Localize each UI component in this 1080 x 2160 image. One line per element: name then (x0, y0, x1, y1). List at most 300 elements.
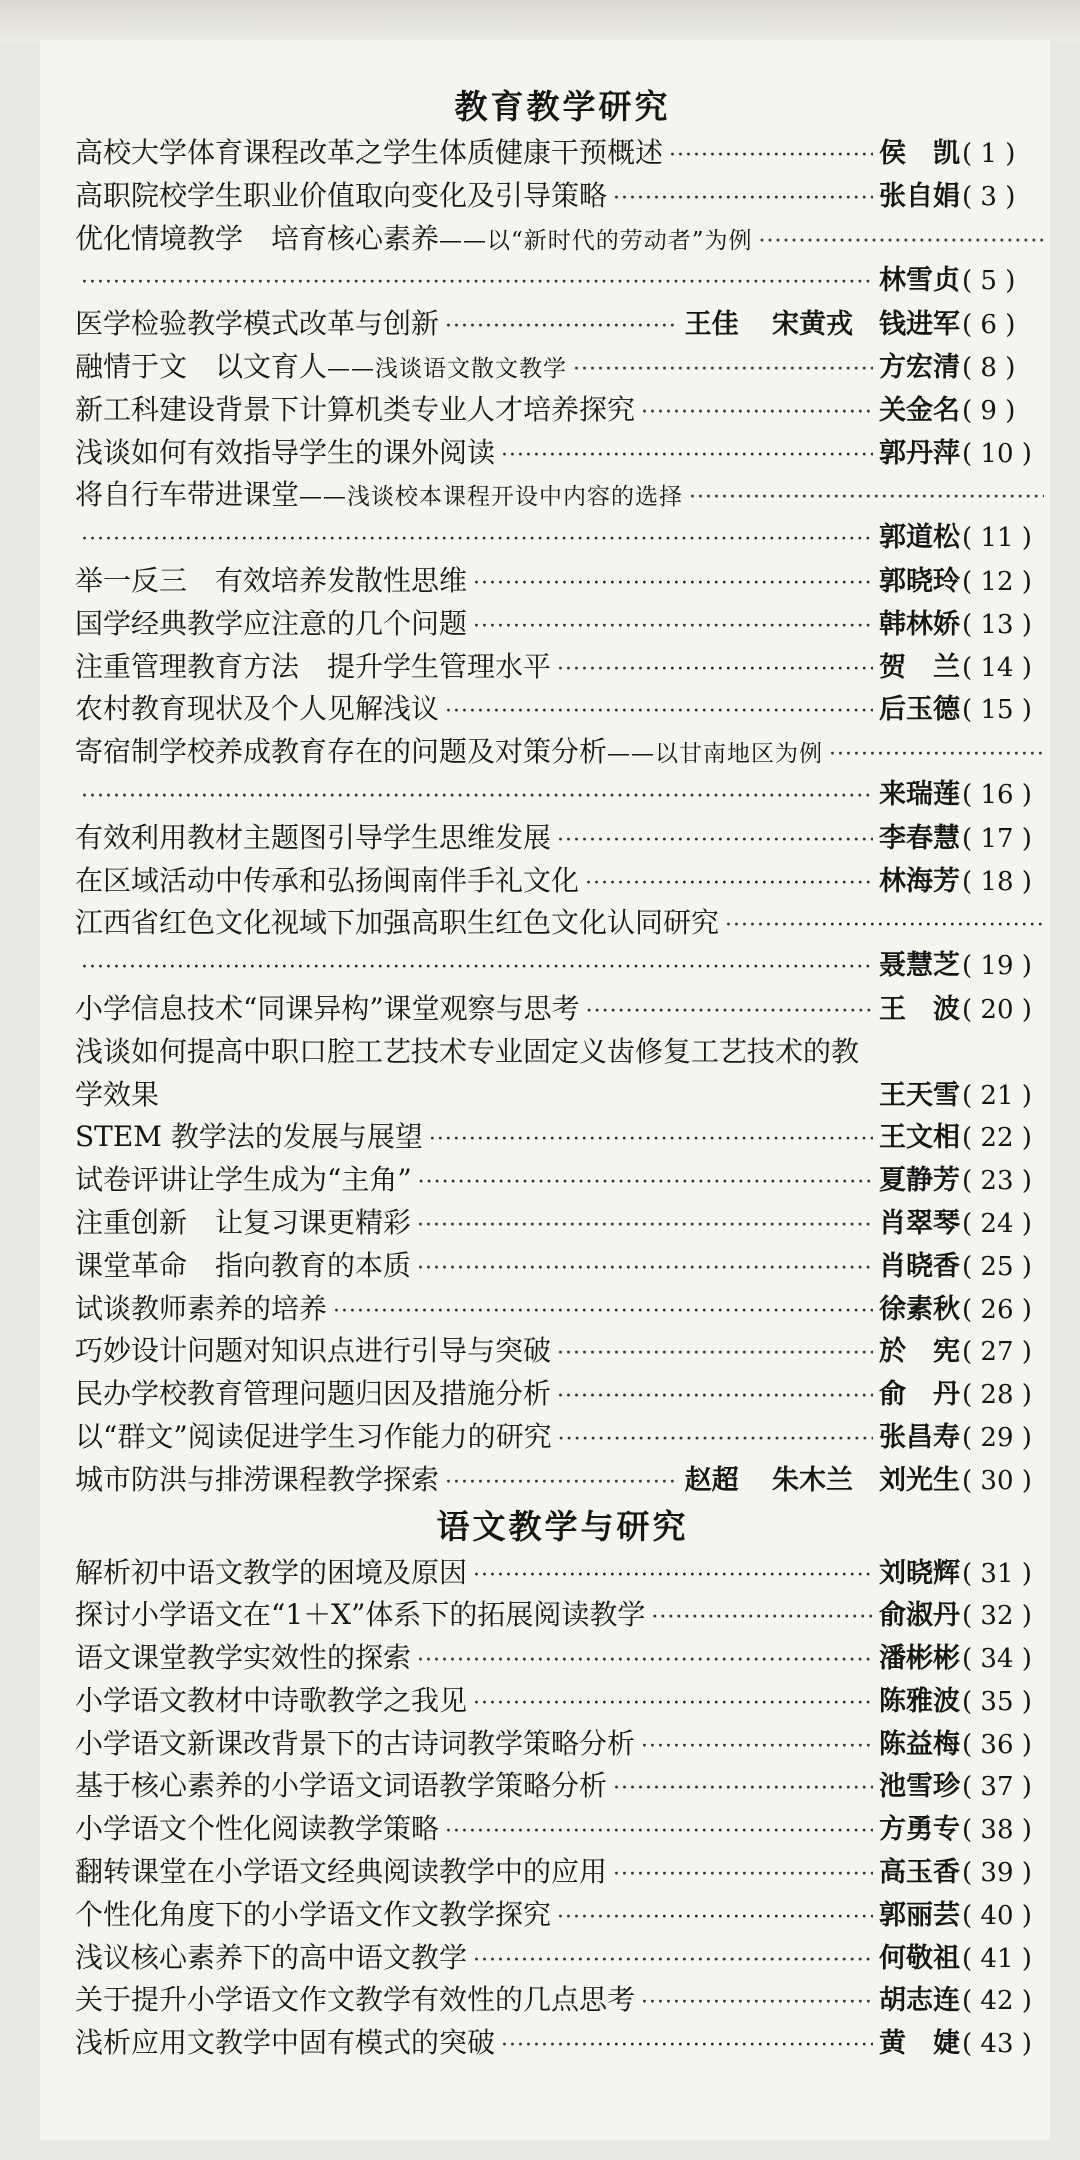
entry-page-number: ( 5 ) (962, 266, 1016, 297)
entry-title-text: 课堂革命 指向教育的本质 (75, 1248, 412, 1282)
leader-dots (445, 306, 679, 346)
entry-title (75, 731, 823, 774)
leader-dots (473, 563, 873, 603)
leader-dots (473, 606, 873, 646)
toc-entry[interactable] (75, 902, 1050, 988)
leader-dots (501, 2025, 873, 2065)
entry-title (75, 1373, 551, 1416)
toc-entry[interactable] (75, 175, 1050, 218)
toc-page (40, 40, 1050, 2140)
entry-title (75, 560, 467, 603)
entry-author: 於 宪 (879, 1336, 960, 1368)
entry-page-number: ( 11 ) (962, 523, 1032, 554)
section-title: 教育教学研究 (454, 87, 671, 126)
page-number-value: 26 (980, 1294, 1014, 1325)
entry-title-text: 浅谈如何有效指导学生的课外阅读 (75, 435, 496, 469)
entry-page-number: ( 23 ) (962, 1166, 1032, 1197)
entry-title (75, 688, 439, 731)
entry-page-number: ( 40 ) (962, 1900, 1032, 1931)
entry-title (75, 1116, 423, 1159)
toc-entry[interactable] (75, 1245, 1050, 1288)
entry-author: 侯 凯 (879, 138, 960, 169)
entry-line (75, 688, 1050, 731)
toc-entry[interactable] (75, 1159, 1050, 1202)
entry-title-text: 基于核心素养的小学语文词语教学策略分析 (75, 1769, 608, 1803)
entry-title-text: 探讨小学语文在“1＋X”体系下的拓展阅读教学 (75, 1598, 646, 1632)
entry-line (75, 1979, 1050, 2022)
toc-entry[interactable] (75, 1552, 1050, 1595)
entry-line (75, 1937, 1050, 1980)
toc-entry[interactable] (75, 1680, 1050, 1723)
page-number-value: 42 (980, 1986, 1014, 2017)
entry-title (75, 988, 580, 1031)
entry-title (75, 474, 683, 517)
entry-title-text: 国学经典教学应注意的几个问题 (75, 606, 468, 640)
page-number-value: 19 (980, 951, 1014, 982)
entry-line (75, 474, 1050, 517)
entry-line (75, 389, 1050, 432)
entry-title-text: 小学信息技术“同课异构”课堂观察与思考 (75, 991, 580, 1025)
toc-entry[interactable] (75, 1894, 1050, 1937)
entry-line (75, 1416, 1050, 1459)
entry-page-number: ( 42 ) (962, 1986, 1032, 2017)
entry-page-number: ( 43 ) (962, 2029, 1032, 2060)
entry-author: 黄 婕 (879, 2028, 960, 2060)
page-number-value: 38 (980, 1815, 1014, 1846)
entry-page-number: ( 34 ) (962, 1644, 1032, 1675)
page-number-value: 8 (980, 352, 997, 383)
entry-title (75, 902, 719, 945)
toc-entry[interactable] (75, 688, 1050, 731)
entry-title-text: 小学语文教材中诗歌教学之我见 (75, 1683, 468, 1717)
entry-title (75, 1680, 467, 1723)
entry-line (75, 1637, 1050, 1680)
entry-title (75, 1416, 552, 1459)
entry-line (75, 1552, 1050, 1595)
toc-entry[interactable] (75, 303, 1050, 346)
entry-title (75, 1723, 635, 1766)
leader-dots (759, 221, 1044, 261)
entry-page-number: ( 39 ) (962, 1858, 1032, 1889)
leader-dots (613, 1768, 873, 1808)
toc-entry[interactable] (75, 1459, 1050, 1502)
leader-dots (81, 947, 873, 988)
entry-page-number: ( 13 ) (962, 609, 1032, 640)
entry-title-text: 农村教育现状及个人见解浅议 (75, 692, 440, 726)
toc-entry[interactable] (75, 2022, 1050, 2065)
entry-page-number: ( 15 ) (962, 695, 1032, 726)
entry-title (75, 1245, 411, 1288)
entry-page-number: ( 1 ) (962, 139, 1016, 169)
toc-entry[interactable] (75, 1116, 1050, 1159)
entry-title (75, 1459, 439, 1502)
page-number-value: 32 (980, 1601, 1014, 1632)
entry-page-number: ( 24 ) (962, 1208, 1032, 1239)
entry-page-number: ( 21 ) (962, 1080, 1032, 1111)
entry-title-text: 小学语文新课改背景下的古诗词教学策略分析 (75, 1726, 636, 1760)
page-number-value: 40 (980, 1900, 1014, 1931)
entry-page-number: ( 3 ) (962, 181, 1016, 212)
entry-line (75, 1459, 1050, 1502)
toc-entry[interactable] (75, 1416, 1050, 1459)
entry-author: 郭丹萍 (879, 437, 960, 469)
entry-coauthors: 赵超 朱木兰 (684, 1464, 853, 1496)
toc-entry[interactable] (75, 346, 1050, 389)
entry-title (75, 303, 439, 346)
entry-title (75, 817, 551, 860)
entry-line (75, 560, 1050, 603)
leader-dots (473, 1683, 873, 1723)
toc-entry[interactable] (75, 1594, 1050, 1637)
entry-page-number: ( 10 ) (962, 438, 1032, 469)
entry-line (75, 1116, 1050, 1159)
entry-title (75, 1937, 467, 1980)
entry-author: 徐素秋 (879, 1293, 960, 1325)
page-number-value: 18 (980, 866, 1014, 897)
entry-line (75, 1594, 1050, 1637)
page-number-value: 5 (980, 266, 997, 297)
page-number-value: 28 (980, 1380, 1014, 1411)
leader-dots (689, 477, 1044, 517)
entry-author: 来瑞莲 (879, 778, 960, 810)
entry-page-number: ( 29 ) (962, 1422, 1032, 1453)
entry-author: 李春慧 (879, 822, 960, 854)
leader-dots (445, 1811, 873, 1851)
entry-author: 何敬祖 (879, 1942, 960, 1974)
leader-dots (557, 1333, 873, 1373)
toc-entry[interactable] (75, 1637, 1050, 1680)
entry-title-text: 小学语文个性化阅读教学策略 (75, 1812, 440, 1846)
entry-page-number: ( 41 ) (962, 1943, 1032, 1974)
leader-dots (557, 649, 873, 689)
entry-title (75, 860, 579, 903)
entry-author: 林雪贞 (879, 265, 960, 297)
entry-title (75, 175, 607, 218)
entry-author: 韩林娇 (879, 608, 960, 640)
entry-line (75, 1680, 1050, 1723)
entry-line (75, 1373, 1050, 1416)
page-number-value: 20 (980, 994, 1014, 1025)
page-number-value: 35 (980, 1686, 1014, 1717)
entry-line (75, 1894, 1050, 1937)
entry-title (75, 432, 495, 475)
entry-author: 方勇专 (879, 1814, 960, 1846)
entry-title (75, 2022, 495, 2065)
leader-dots (725, 905, 1044, 945)
entry-author: 夏静芳 (879, 1165, 960, 1197)
entry-title-text: 注重管理教育方法 提升学生管理水平 (75, 649, 552, 683)
entry-page-number: ( 17 ) (962, 823, 1032, 854)
toc-entry[interactable] (75, 1288, 1050, 1331)
toc-entry[interactable] (75, 1330, 1050, 1373)
toc-entry[interactable] (75, 1202, 1050, 1245)
toc-entry[interactable] (75, 1723, 1050, 1766)
page-number-value: 24 (980, 1208, 1014, 1239)
entry-title-text: 高校大学体育课程改革之学生体质健康干预概述 (75, 136, 664, 169)
entry-line (75, 1765, 1050, 1808)
entry-title (75, 1808, 439, 1851)
page-number-value: 22 (980, 1123, 1014, 1154)
page-number-value: 25 (980, 1251, 1014, 1282)
toc-entry[interactable] (75, 218, 1050, 304)
entry-title (75, 1031, 859, 1074)
page-number-value: 41 (980, 1943, 1014, 1974)
toc-entry[interactable] (75, 432, 1050, 475)
entry-title-text: 优化情境教学 培育核心素养 (75, 221, 440, 255)
entry-title (75, 389, 635, 432)
page-number-value: 1 (980, 139, 997, 169)
entry-page-number: ( 27 ) (962, 1337, 1032, 1368)
toc-entry[interactable] (75, 1031, 1050, 1117)
entry-coauthors: 王佳 宋黄戎 (684, 309, 853, 341)
leader-dots (445, 691, 873, 731)
leader-dots (473, 1555, 873, 1595)
entry-author: 陈雅波 (879, 1685, 960, 1717)
entry-author: 张自娟 (879, 180, 960, 212)
page-number-value: 30 (980, 1465, 1014, 1496)
toc-entry[interactable] (75, 817, 1050, 860)
page-number-value: 13 (980, 609, 1014, 640)
toc-entry[interactable] (75, 560, 1050, 603)
entry-title (75, 1552, 467, 1595)
entry-author: 俞淑丹 (879, 1600, 960, 1632)
entry-title-text: 有效利用教材主题图引导学生思维发展 (75, 820, 552, 854)
entry-author: 郭丽芸 (879, 1899, 960, 1931)
entry-title-text: 解析初中语文教学的困境及原因 (75, 1555, 468, 1589)
entry-line (75, 1245, 1050, 1288)
page-number-value: 9 (980, 395, 997, 426)
entry-title-text: 试卷评讲让学生成为“主角” (75, 1163, 412, 1197)
entry-title (75, 603, 467, 646)
entry-title (75, 1159, 412, 1202)
leader-dots (81, 262, 873, 303)
leader-dots (641, 392, 873, 432)
leader-dots (669, 135, 873, 175)
entry-title-text: 关于提升小学语文作文教学有效性的几点思考 (75, 1983, 636, 2017)
entry-line (75, 218, 1050, 261)
entry-line (75, 603, 1050, 646)
page-number-value: 3 (980, 181, 997, 212)
toc-entry[interactable] (75, 603, 1050, 646)
page-number-value: 16 (980, 779, 1014, 810)
entry-page-number: ( 28 ) (962, 1380, 1032, 1411)
leader-dots (573, 349, 873, 389)
entry-page-number: ( 37 ) (962, 1772, 1032, 1803)
leader-dots (418, 1162, 873, 1202)
entry-page-number: ( 22 ) (962, 1123, 1032, 1154)
entry-line (75, 1851, 1050, 1894)
entry-title-text: 语文课堂教学实效性的探索 (75, 1641, 412, 1675)
entry-line (75, 1808, 1050, 1851)
entry-author: 关金名 (879, 394, 960, 426)
entry-subtitle: ——浅谈语文散文教学 (327, 355, 568, 382)
toc-entry[interactable] (75, 646, 1050, 689)
entry-line (75, 260, 1050, 303)
entry-title-text: 寄宿制学校养成教育存在的问题及对策分析 (75, 735, 608, 769)
entry-author: 胡志连 (879, 1985, 960, 2017)
toc-entry[interactable] (75, 1937, 1050, 1980)
leader-dots (557, 1897, 873, 1937)
entry-page-number: ( 14 ) (962, 652, 1032, 683)
entry-line (75, 432, 1050, 475)
section-title: 语文教学与研究 (436, 1506, 689, 1546)
entry-author: 方宏清 (879, 351, 960, 383)
page-number-value: 12 (980, 566, 1014, 597)
toc-entry[interactable] (75, 1979, 1050, 2022)
entry-title-text: STEM 教学法的发展与展望 (75, 1120, 423, 1154)
toc-entry[interactable] (75, 1808, 1050, 1851)
entry-title-text: 浅谈如何提高中职口腔工艺技术专业固定义齿修复工艺技术的教 (75, 1034, 860, 1068)
leader-dots (829, 734, 1044, 774)
page-number-value: 27 (980, 1337, 1014, 1368)
entry-line (75, 860, 1050, 903)
entry-author: 聂慧芝 (879, 950, 960, 982)
page-number-value: 11 (980, 523, 1014, 554)
entry-line (75, 774, 1050, 817)
entry-page-number: ( 9 ) (962, 395, 1016, 426)
page-number-value: 34 (980, 1644, 1014, 1675)
page-number-value: 15 (980, 695, 1014, 726)
entry-author: 郭晓玲 (879, 565, 960, 597)
entry-author: 肖晓香 (879, 1250, 960, 1282)
toc-entry[interactable] (75, 474, 1050, 560)
entry-page-number: ( 30 ) (962, 1465, 1032, 1496)
toc-entry[interactable] (75, 860, 1050, 903)
entry-title (75, 646, 551, 689)
entry-page-number: ( 12 ) (962, 566, 1032, 597)
leader-dots (81, 776, 873, 817)
entry-author: 池雪珍 (879, 1771, 960, 1803)
entry-page-number: ( 18 ) (962, 866, 1032, 897)
table-of-contents (40, 40, 1050, 2065)
page-number-value: 43 (980, 2029, 1014, 2060)
entry-title-text: 新工科建设背景下计算机类专业人才培养探究 (75, 392, 636, 426)
entry-line (75, 303, 1050, 346)
entry-line (75, 517, 1050, 560)
entry-title-text: 巧妙设计问题对知识点进行引导与突破 (75, 1334, 552, 1368)
page-number-value: 39 (980, 1858, 1014, 1889)
leader-dots (557, 1376, 873, 1416)
entry-title-text: 医学检验教学模式改革与创新 (75, 307, 440, 341)
entry-title (75, 1202, 411, 1245)
page-number-value: 21 (980, 1080, 1014, 1111)
toc-entry[interactable] (75, 731, 1050, 817)
page-number-value: 36 (980, 1729, 1014, 1760)
leader-dots (473, 1940, 873, 1980)
entry-title (75, 1979, 635, 2022)
entry-line (75, 817, 1050, 860)
entry-title-text: 个性化角度下的小学语文作文教学探究 (75, 1897, 552, 1931)
leader-dots (651, 1597, 873, 1637)
toc-entry[interactable] (75, 132, 1050, 175)
toc-entry[interactable] (75, 1851, 1050, 1894)
entry-line (75, 346, 1050, 389)
entry-line (75, 945, 1050, 988)
entry-line (75, 646, 1050, 689)
entry-line (75, 1288, 1050, 1331)
entry-line (75, 2022, 1050, 2065)
entry-title-text: 民办学校教育管理问题归因及措施分析 (75, 1377, 552, 1411)
entry-line (75, 132, 1050, 175)
entry-page-number: ( 8 ) (962, 352, 1016, 383)
entry-page-number: ( 19 ) (962, 951, 1032, 982)
entry-line (75, 902, 1050, 945)
entry-title (75, 1765, 607, 1808)
entry-title-text: 城市防洪与排涝课程教学探索 (75, 1462, 440, 1496)
page-number-value: 31 (980, 1558, 1014, 1589)
page-number-value: 37 (980, 1772, 1014, 1803)
entry-author: 郭道松 (879, 522, 960, 554)
leader-dots (641, 1982, 873, 2022)
entry-author: 王 波 (879, 993, 960, 1025)
entry-author: 肖翠琴 (879, 1207, 960, 1239)
entry-author: 后玉德 (879, 694, 960, 726)
entry-author: 林海芳 (879, 865, 960, 897)
leader-dots (445, 1462, 679, 1502)
entry-author: 高玉香 (879, 1857, 960, 1889)
entry-line (75, 1202, 1050, 1245)
entry-title-continued: 学效果 (75, 1077, 160, 1111)
entry-page-number: ( 36 ) (962, 1729, 1032, 1760)
leader-dots (501, 435, 873, 475)
entry-title (75, 1594, 645, 1637)
entry-author: 俞 丹 (879, 1379, 960, 1411)
entry-subtitle: ——以“新时代的劳动者”为例 (439, 227, 753, 254)
toc-entry[interactable] (75, 988, 1050, 1031)
page-number-value: 6 (980, 310, 997, 341)
entry-author: 钱进军 (879, 309, 960, 341)
entry-line (75, 988, 1050, 1031)
entry-page-number: ( 20 ) (962, 994, 1032, 1025)
leader-dots (417, 1640, 873, 1680)
entry-page-number: ( 6 ) (962, 310, 1016, 341)
entry-title-text: 以“群文”阅读促进学生习作能力的研究 (75, 1419, 552, 1453)
leader-dots (558, 1419, 873, 1459)
entry-title (75, 1637, 411, 1680)
entry-line (75, 1723, 1050, 1766)
entry-subtitle: ——浅谈校本课程开设中内容的选择 (299, 484, 684, 511)
entry-title (75, 346, 567, 389)
leader-dots (585, 863, 873, 903)
entry-line (75, 731, 1050, 774)
entry-page-number: ( 38 ) (962, 1815, 1032, 1846)
entry-title-text: 高职院校学生职业价值取向变化及引导策略 (75, 178, 608, 212)
page-number-value: 10 (980, 438, 1014, 469)
page-number-value: 14 (980, 652, 1014, 683)
entry-author: 刘晓辉 (879, 1557, 960, 1589)
leader-dots (333, 1291, 873, 1331)
entry-author: 贺 兰 (879, 651, 960, 683)
entry-title-text: 浅析应用文教学中固有模式的突破 (75, 2026, 496, 2060)
toc-entry[interactable] (75, 1373, 1050, 1416)
entry-title-text: 将自行车带进课堂 (75, 478, 300, 512)
entry-page-number: ( 35 ) (962, 1686, 1032, 1717)
entry-subtitle: ——以甘南地区为例 (607, 741, 824, 768)
toc-entry[interactable] (75, 1765, 1050, 1808)
leader-dots (429, 1119, 873, 1159)
leader-dots (613, 1854, 873, 1894)
entry-title (75, 1330, 551, 1373)
leader-dots (557, 820, 873, 860)
toc-entry[interactable] (75, 389, 1050, 432)
entry-page-number: ( 16 ) (962, 779, 1032, 810)
leader-dots (641, 1726, 873, 1766)
entry-title-text: 举一反三 有效培养发散性思维 (75, 563, 468, 597)
leader-dots (586, 991, 873, 1031)
page-top-edge (0, 0, 1080, 42)
entry-author: 潘彬彬 (879, 1643, 960, 1675)
entry-page-number: ( 25 ) (962, 1251, 1032, 1282)
